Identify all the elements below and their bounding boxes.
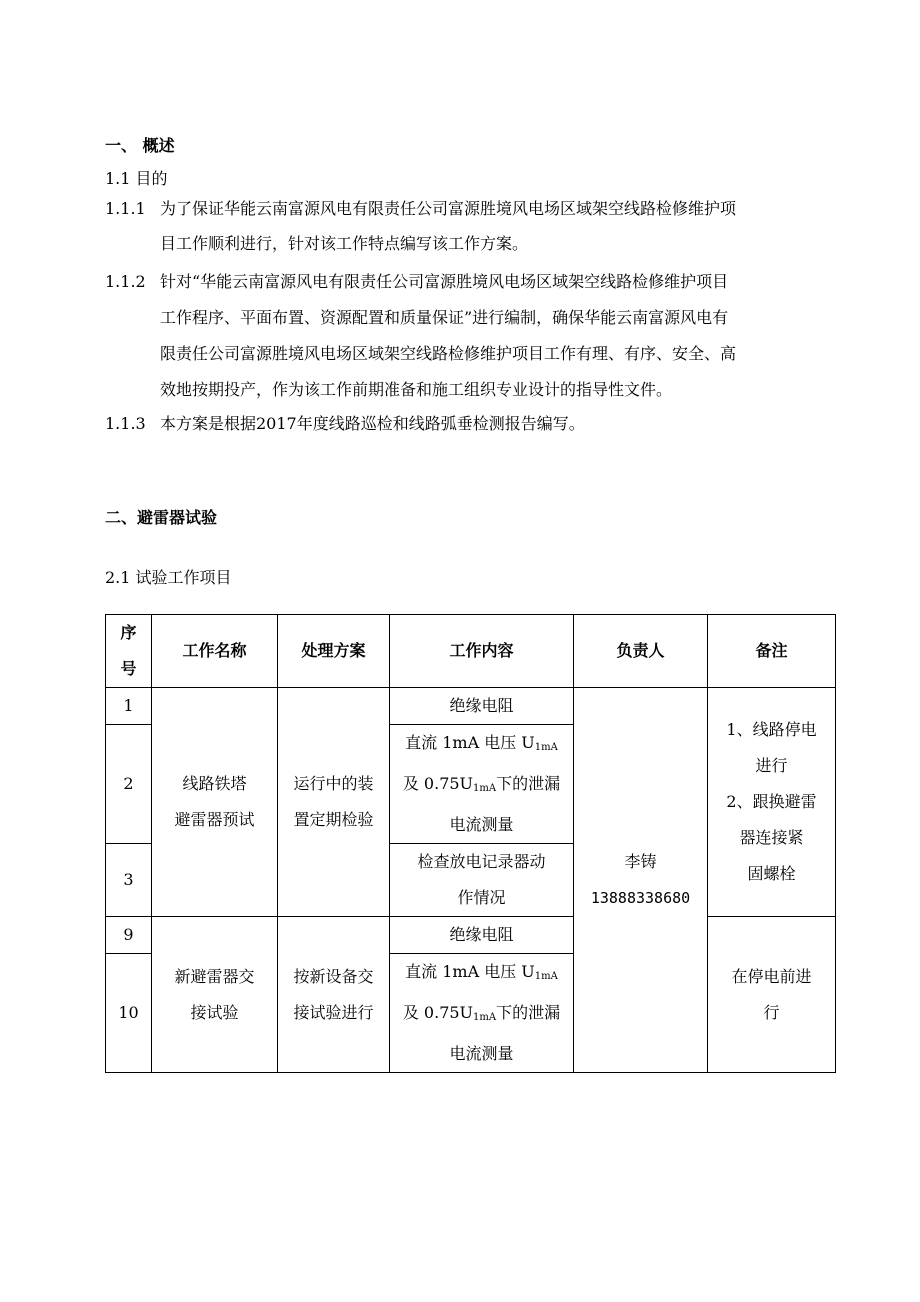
header-plan: 处理方案 bbox=[278, 615, 390, 688]
test-items-table bbox=[105, 614, 836, 1073]
owner-cell bbox=[574, 688, 708, 1073]
section-1-title: 一、 概述 bbox=[105, 136, 175, 155]
content-cell: 检查放电记录器动 作情况 bbox=[390, 844, 574, 917]
item-1-1-1-line2: 目工作顺利进行，针对该工作特点编写该工作方案。 bbox=[160, 234, 529, 253]
content-cell: 直流 1mA 电压 $U_{1mA}$ 及 $0.75U_{1mA}$下的泄漏 电流测量 bbox=[390, 954, 574, 1073]
section-2-title: 二、避雷器试验 bbox=[105, 508, 218, 527]
owner-phone: 13888338680 bbox=[590, 889, 691, 907]
table-header-row bbox=[106, 615, 836, 688]
table-row bbox=[106, 917, 836, 954]
seq-cell: 1 bbox=[106, 688, 152, 725]
item-1-1-1-line1: 为了保证华能云南富源风电有限责任公司富源胜境风电场区域架空线路检修维护项 bbox=[160, 199, 737, 218]
item-1-1-2-num: 1.1.2 bbox=[105, 272, 146, 291]
note-cell: 在停电前进 行 bbox=[708, 917, 836, 1073]
item-1-1-2-line4: 效地按期投产，作为该工作前期准备和施工组织专业设计的指导性文件。 bbox=[160, 380, 673, 399]
header-seq: 序 号 bbox=[106, 615, 152, 688]
work-name-cell: 新避雷器交 接试验 bbox=[152, 917, 278, 1073]
note-cell: 1、线路停电 进行 2、跟换避雷 器连接紧 固螺栓 bbox=[708, 688, 836, 917]
plan-cell: 运行中的装 置定期检验 bbox=[278, 688, 390, 917]
header-owner: 负责人 bbox=[574, 615, 708, 688]
seq-cell: 2 bbox=[106, 725, 152, 844]
header-content: 工作内容 bbox=[390, 615, 574, 688]
content-cell: 绝缘电阻 bbox=[390, 917, 574, 954]
item-1-1-2-line1: 针对“华能云南富源风电有限责任公司富源胜境风电场区域架空线路检修维护项目 bbox=[160, 272, 729, 291]
item-1-1-2-line3: 限责任公司富源胜境风电场区域架空线路检修维护项目工作有理、有序、安全、高 bbox=[160, 344, 737, 363]
content-cell: 直流 1mA 电压 $U_{1mA}$ 及 $0.75U_{1mA}$下的泄漏 电流测量 bbox=[390, 725, 574, 844]
seq-cell: 9 bbox=[106, 917, 152, 954]
item-1-1-1-num: 1.1.1 bbox=[105, 199, 146, 218]
plan-cell: 按新设备交 接试验进行 bbox=[278, 917, 390, 1073]
seq-cell: 10 bbox=[106, 954, 152, 1073]
content-cell: 绝缘电阻 bbox=[390, 688, 574, 725]
table-row bbox=[106, 688, 836, 725]
section-1-1-title: 1.1 目的 bbox=[105, 169, 168, 188]
item-1-1-2-line2: 工作程序、平面布置、资源配置和质量保证”进行编制，确保华能云南富源风电有 bbox=[160, 308, 729, 327]
item-1-1-3-line1: 本方案是根据2017年度线路巡检和线路弧垂检测报告编写。 bbox=[160, 414, 585, 433]
item-1-1-3-num: 1.1.3 bbox=[105, 414, 146, 433]
owner-name: 李铸 bbox=[624, 852, 657, 871]
section-2-1-title: 2.1 试验工作项目 bbox=[105, 568, 232, 587]
seq-cell: 3 bbox=[106, 844, 152, 917]
work-name-cell: 线路铁塔 避雷器预试 bbox=[152, 688, 278, 917]
header-work-name: 工作名称 bbox=[152, 615, 278, 688]
header-note: 备注 bbox=[708, 615, 836, 688]
